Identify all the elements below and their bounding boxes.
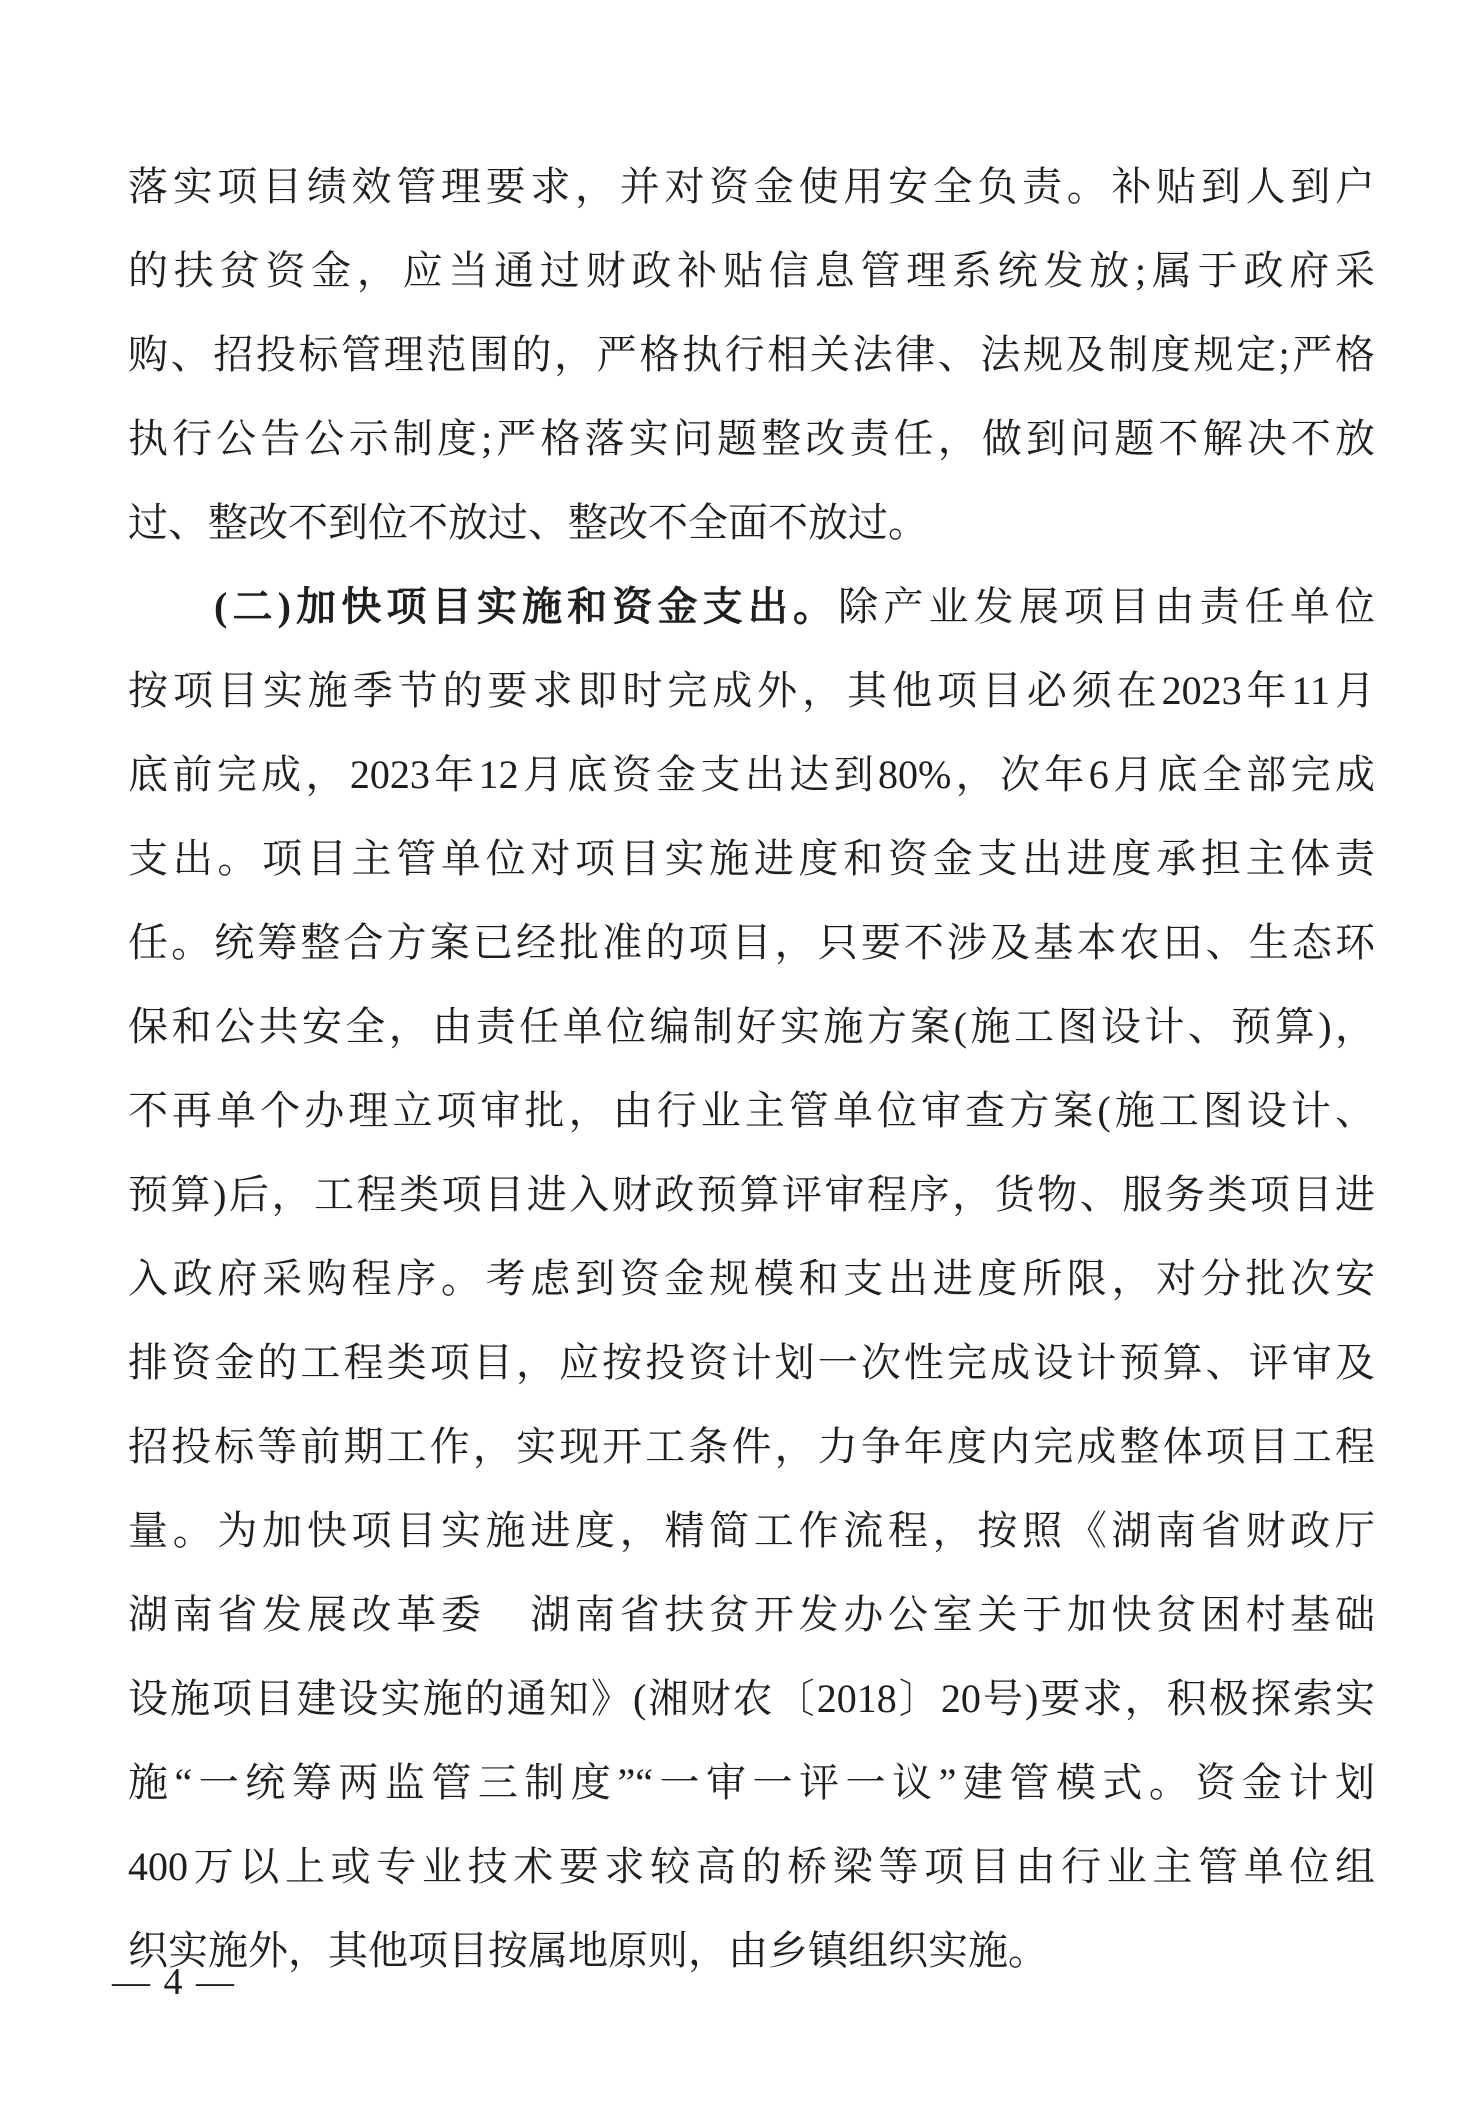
page-number: — 4 — bbox=[112, 1961, 236, 2003]
text-line-content: 不再单个办理立项审批，由行业主管单位审查方案(施工图设计、 bbox=[128, 1088, 1375, 1133]
section-heading: (二)加快项目实施和资金支出。 bbox=[214, 584, 839, 629]
text-line bbox=[128, 1909, 1375, 1993]
text-line bbox=[128, 1573, 1375, 1657]
text-line bbox=[128, 1321, 1375, 1405]
text-line-content: 入政府采购程序。考虑到资金规模和支出进度所限，对分批次安 bbox=[128, 1256, 1375, 1301]
text-line bbox=[128, 229, 1375, 313]
text-line-content: 按项目实施季节的要求即时完成外，其他项目必须在2023年11月 bbox=[128, 668, 1375, 713]
text-line-content: 量。为加快项目实施进度，精简工作流程，按照《湖南省财政厅 bbox=[128, 1508, 1375, 1553]
text-line bbox=[128, 1237, 1375, 1321]
text-line bbox=[128, 733, 1375, 817]
text-line-content: 除产业发展项目由责任单位 bbox=[838, 584, 1376, 629]
text-line bbox=[128, 1741, 1375, 1825]
text-line-content: 保和公共安全，由责任单位编制好实施方案(施工图设计、预算)， bbox=[128, 1004, 1375, 1049]
text-line-content: 底前完成，2023年12月底资金支出达到80%，次年6月底全部完成 bbox=[128, 752, 1375, 797]
text-line bbox=[128, 817, 1375, 901]
text-line bbox=[128, 649, 1375, 733]
text-line-content: 招投标等前期工作，实现开工条件，力争年度内完成整体项目工程 bbox=[128, 1424, 1375, 1469]
text-line-content: 落实项目绩效管理要求，并对资金使用安全负责。补贴到人到户 bbox=[128, 164, 1375, 209]
text-line-content: 400万以上或专业技术要求较高的桥梁等项目由行业主管单位组 bbox=[128, 1844, 1375, 1889]
text-line bbox=[128, 1153, 1375, 1237]
text-line bbox=[128, 1405, 1375, 1489]
text-line-content: 施“一统筹两监管三制度”“一审一评一议”建管模式。资金计划 bbox=[128, 1760, 1375, 1805]
text-line-content: 过、整改不到位不放过、整改不全面不放过。 bbox=[128, 500, 928, 545]
text-line-content: 湖南省发展改革委 湖南省扶贫开发办公室关于加快贫困村基础 bbox=[128, 1592, 1375, 1637]
text-line-content: 设施项目建设实施的通知》(湘财农〔2018〕20号)要求，积极探索实 bbox=[128, 1676, 1375, 1721]
text-line bbox=[128, 397, 1375, 481]
text-line-content: 织实施外，其他项目按属地原则，由乡镇组织实施。 bbox=[128, 1928, 1048, 1973]
text-line bbox=[128, 1489, 1375, 1573]
text-line bbox=[128, 481, 1375, 565]
text-line bbox=[128, 1657, 1375, 1741]
text-line bbox=[128, 1069, 1375, 1153]
text-line-content: 任。统筹整合方案已经批准的项目，只要不涉及基本农田、生态环 bbox=[128, 920, 1375, 965]
text-line-content: 的扶贫资金，应当通过财政补贴信息管理系统发放;属于政府采 bbox=[128, 248, 1375, 293]
text-line-content: 排资金的工程类项目，应按投资计划一次性完成设计预算、评审及 bbox=[128, 1340, 1375, 1385]
text-line bbox=[128, 565, 1375, 649]
text-line bbox=[128, 1825, 1375, 1909]
text-line-content: 预算)后，工程类项目进入财政预算评审程序，货物、服务类项目进 bbox=[128, 1172, 1375, 1217]
document-body bbox=[128, 145, 1375, 1993]
text-line bbox=[128, 313, 1375, 397]
text-line bbox=[128, 901, 1375, 985]
text-line-content: 购、招投标管理范围的，严格执行相关法律、法规及制度规定;严格 bbox=[128, 332, 1375, 377]
text-line-content: 执行公告公示制度;严格落实问题整改责任，做到问题不解决不放 bbox=[128, 416, 1375, 461]
text-line bbox=[128, 985, 1375, 1069]
text-line-content: 支出。项目主管单位对项目实施进度和资金支出进度承担主体责 bbox=[128, 836, 1375, 881]
text-line bbox=[128, 145, 1375, 229]
